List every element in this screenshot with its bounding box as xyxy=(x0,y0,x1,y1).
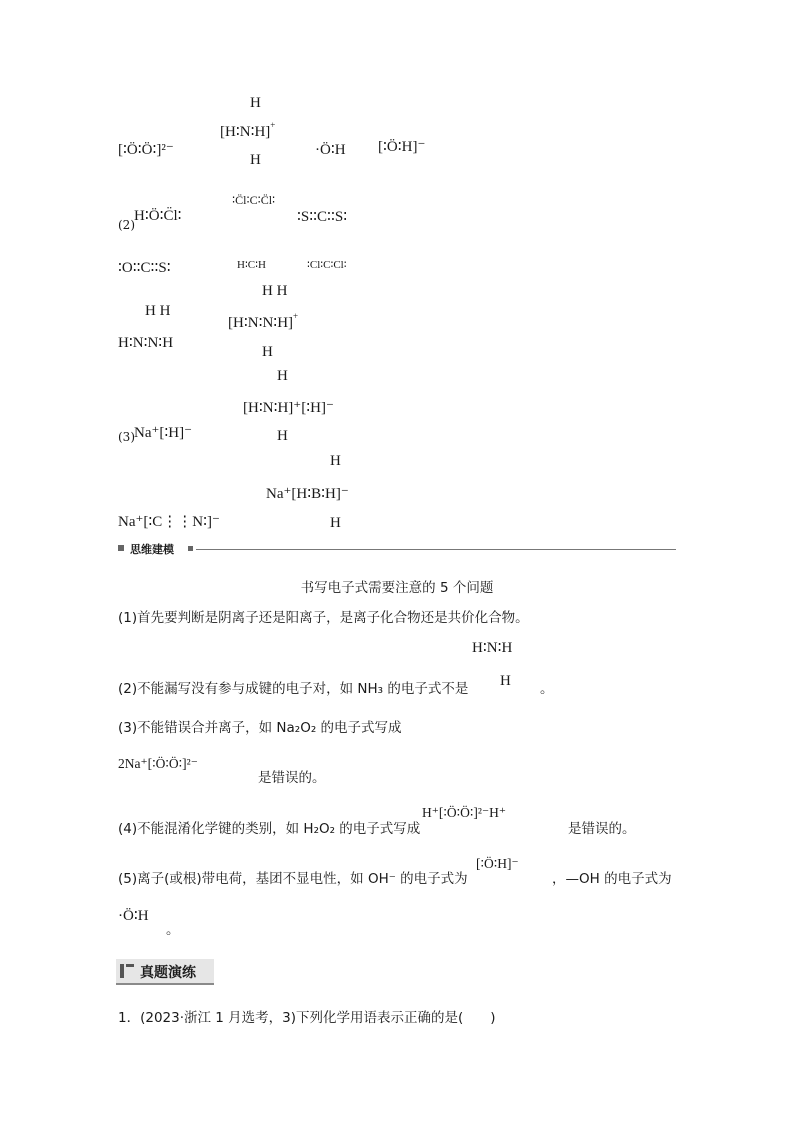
hydroxyl-radical-formula: ·Ö∶H xyxy=(315,142,346,158)
question-1: 1．(2023·浙江 1 月选考，3)下列化学用语表示正确的是( ) xyxy=(118,1010,496,1026)
item4-formula: H⁺[∶Ö∶Ö∶]²⁻H⁺ xyxy=(422,805,506,820)
nh4h-h-bottom: H xyxy=(277,428,288,444)
practice-title: 真题演练 xyxy=(140,965,196,981)
item3-end: 是错误的。 xyxy=(258,770,326,786)
item-label-3: (3) xyxy=(118,430,135,444)
item5-formula-oh-ion: [∶Ö∶H]⁻ xyxy=(476,856,519,871)
nabh4-formula: Na⁺[H∶B∶H]⁻ xyxy=(266,486,349,502)
modeling-heading: 书写电子式需要注意的 5 个问题 xyxy=(300,580,494,596)
nabh4-h-top: H xyxy=(330,453,341,469)
item2-end: 。 xyxy=(540,681,554,697)
section-rule xyxy=(196,549,676,550)
item4-end: 是错误的。 xyxy=(568,821,636,837)
cs2-formula: ∶S∶∶C∶∶S∶ xyxy=(297,209,348,225)
hocl-formula: H∶Ö∶C̈l∶ xyxy=(134,208,182,224)
nah-formula: Na⁺[∶H]⁻ xyxy=(134,425,193,441)
modeling-item-5: (5)离子(或根)带电荷，基团不显电性，如 OH⁻ 的电子式为 xyxy=(118,871,468,887)
hydroxide-formula: [∶Ö∶H]⁻ xyxy=(378,139,426,155)
hydrazine-formula: H∶N∶N∶H xyxy=(118,335,174,351)
item5-mid: ，—OH 的电子式为 xyxy=(552,871,672,887)
modeling-item-3: (3)不能错误合并离子，如 Na₂O₂ 的电子式写成 xyxy=(118,720,402,736)
practice-title-box xyxy=(116,959,214,985)
item5-end: 。 xyxy=(166,922,180,938)
ammonium-electron-formula: [H∶N∶H]+ xyxy=(220,120,276,140)
modeling-item-1: (1)首先要判断是阴离子还是阳离子，是离子化合物还是共价化合物。 xyxy=(118,610,529,626)
section-bullet-right xyxy=(188,546,193,551)
hydrazinium-h-bottom: H xyxy=(262,344,273,360)
nacn-formula: Na⁺[∶C⋮⋮N∶]⁻ xyxy=(118,514,220,530)
item2-formula-top: H∶N∶H xyxy=(472,640,513,656)
hcho-formula: H∶C∶H xyxy=(237,259,266,271)
section-bullet-left xyxy=(118,545,124,551)
item3-formula: 2Na⁺[∶Ö∶Ö∶]²⁻ xyxy=(118,756,198,771)
hydrazine-h-top: H H xyxy=(145,303,171,319)
cocl2-formula: ∶Cl∶C∶Cl∶ xyxy=(307,259,347,271)
nabh4-h-bottom: H xyxy=(330,515,341,531)
ocs-formula: ∶O∶∶C∶∶S∶ xyxy=(118,260,171,276)
hydrazinium-formula: [H∶N∶N∶H]+ xyxy=(228,311,299,331)
modeling-item-2: (2)不能漏写没有参与成键的电子对，如 NH₃ 的电子式不是 xyxy=(118,681,469,697)
hydrazinium-h-top: H H xyxy=(262,283,288,299)
section-bar-icon xyxy=(120,964,134,978)
item2-formula-bottom: H xyxy=(500,673,511,689)
peroxide-electron-formula: [∶Ö∶Ö∶]²⁻ xyxy=(118,142,174,158)
nh4h-h-top: H xyxy=(277,368,288,384)
nh4h-formula: [H∶N∶H]⁺[∶H]⁻ xyxy=(243,400,334,416)
modeling-item-4: (4)不能混淆化学键的类别，如 H₂O₂ 的电子式写成 xyxy=(118,821,421,837)
section-tag-modeling: 思维建模 xyxy=(130,543,174,556)
ammonium-h-top: H xyxy=(250,95,261,111)
ammonium-h-bottom: H xyxy=(250,152,261,168)
ccl4-formula: ∶C̈l∶C∶C̈l∶ xyxy=(232,193,276,207)
item5-formula-oh-group: ·Ö∶H xyxy=(118,908,149,924)
item-label-2: (2) xyxy=(118,218,135,232)
